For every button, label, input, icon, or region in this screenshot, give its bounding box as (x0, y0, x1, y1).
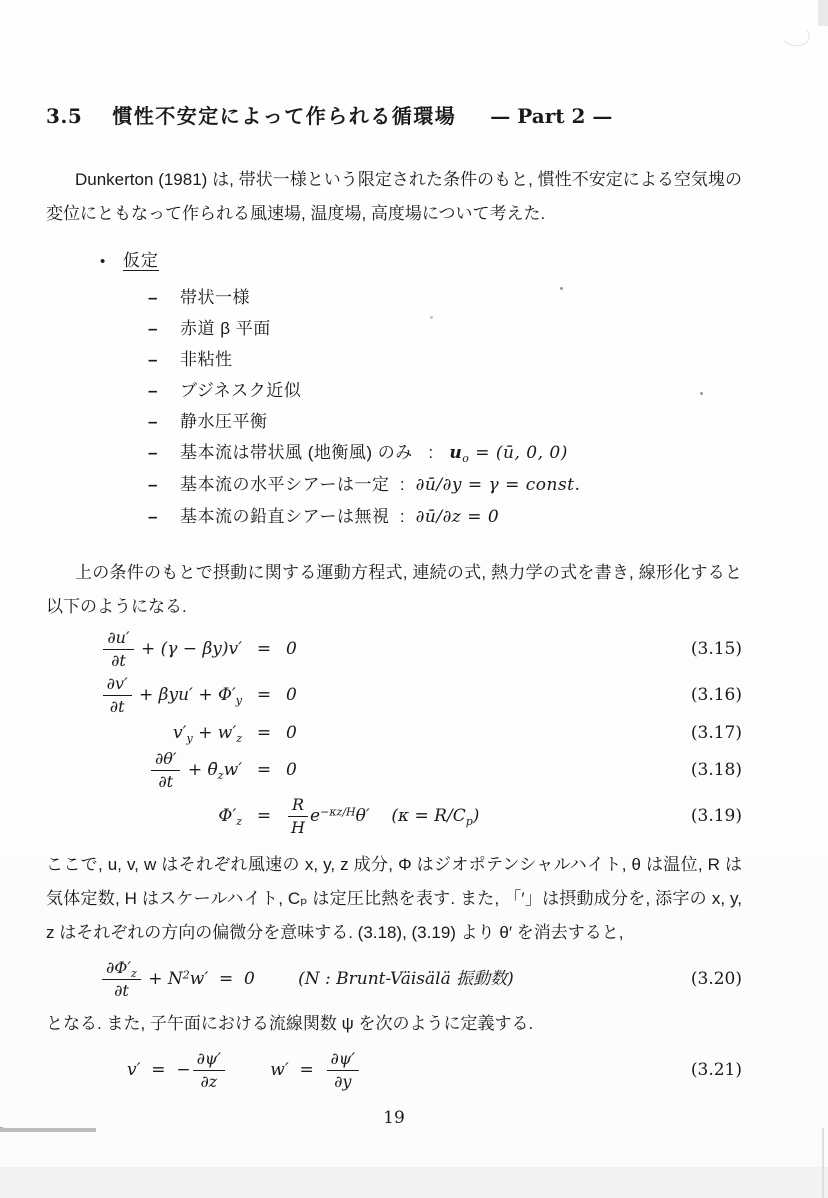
dash-icon: – (148, 350, 158, 369)
section-title: 慣性不安定によって作られる循環場 (112, 106, 457, 128)
equation-number: (3.20) (690, 969, 742, 989)
equation-3-17 (46, 720, 742, 746)
equation-number: (3.18) (690, 760, 742, 780)
equation-3-15 (46, 628, 742, 671)
list-item-vertical-shear (46, 506, 742, 528)
list-item-zonal-uniform (46, 287, 742, 308)
equation-number: (3.17) (690, 723, 742, 743)
equals-sign: = (256, 806, 272, 826)
equation-rhs: 0 (286, 723, 297, 743)
list-item-label: 基本流は帯状風 (地衡風) のみ : (180, 443, 450, 462)
list-item-hydrostatic (46, 411, 742, 432)
streamfunction-paragraph: となる. また, 子午面における流線関数 ψ を次のように定義する. (46, 1014, 534, 1033)
list-item-math: $u_o$ = (ū, 0, 0) (449, 443, 568, 465)
equation-lhs: $\Phi'_z$ (218, 806, 242, 828)
list-item-label: 基本流の鉛直シアーは無視 : (180, 507, 416, 526)
section-heading (46, 100, 742, 129)
dash-icon: – (148, 319, 158, 338)
equation-body: $\frac{\partial\Phi'_z}{\partial t}$ + $N^2w' = 0$ (N : Brunt-Väisälä 振動数) (100, 958, 514, 1001)
equation-body: v′ = − $\frac{\partial\psi'}{\partial z}$ w′ = $\frac{\partial\psi'}{\partial y}$ (127, 1049, 361, 1092)
equals-sign: = (256, 639, 272, 659)
scan-artifact (0, 1128, 96, 1132)
dash-icon: – (148, 412, 158, 431)
equals-sign: = (256, 760, 272, 780)
equation-lhs: $v'_y + w'_z$ (173, 723, 242, 745)
dash-icon: – (148, 475, 158, 494)
equation-rhs: 0 (286, 685, 297, 705)
conditions-paragraph: 上の条件のもとで摂動に関する運動方程式, 連続の式, 熱力学の式を書き, 線形化すると以下のようになる. (46, 563, 742, 616)
list-item-boussinesq (46, 380, 742, 401)
section-number: 3.5 (46, 104, 83, 128)
equation-3-16 (46, 674, 742, 717)
variables-paragraph: ここで, u, v, w はそれぞれ風速の x, y, z 成分, Φ はジオポテンシャルハイト, θ は温位, R は気体定数, H はスケールハイト, Cₚ は定圧比熱を表す. また, 「′」は摂動成分を, 添字の x, y, z はそれぞれの方向の偏微分を意味する. (3.18), (3.19) より θ′ を消去すると, (46, 855, 742, 942)
list-item-math: ∂ū/∂y = γ = const. (415, 475, 581, 495)
list-item-label: ブジネスク近似 (180, 381, 302, 400)
list-item-label: 非粘性 (180, 350, 233, 369)
equation-number: (3.15) (690, 639, 742, 659)
list-item-basic-flow (46, 442, 742, 464)
equation-rhs: 0 (286, 760, 297, 780)
equation-lhs: $\frac{\partial u'}{\partial t}$ + (γ − βy)v′ (46, 628, 242, 671)
assumptions-title: 仮定 (123, 251, 159, 270)
scan-artifact (0, 1127, 9, 1131)
equation-3-21 (46, 1049, 742, 1092)
equals-sign: = (256, 685, 272, 705)
bullet-icon: • (100, 253, 106, 270)
dash-icon: – (148, 443, 158, 462)
equation-number: (3.21) (690, 1060, 742, 1080)
equation-lhs: $\frac{\partial\theta'}{\partial t}$ + $\thetā_zw'$ (46, 749, 242, 792)
list-item-label: 赤道 β 平面 (180, 319, 271, 338)
list-item-math: ∂ū/∂z = 0 (415, 507, 500, 527)
equation-3-18 (46, 749, 742, 792)
equation-3-20 (46, 958, 742, 1001)
dash-icon: – (148, 381, 158, 400)
equation-group (46, 628, 742, 838)
equation-number: (3.16) (690, 685, 742, 705)
list-item-inviscid (46, 349, 742, 370)
list-item-label: 静水圧平衡 (180, 412, 268, 431)
list-item-label: 帯状一様 (180, 288, 250, 307)
equation-number: (3.19) (690, 806, 742, 826)
scan-artifact (822, 1128, 824, 1198)
equals-sign: = (256, 723, 272, 743)
section-part-label: — Part 2 — (490, 104, 613, 128)
equation-lhs: $\frac{\partial v'}{\partial t}$ + $\beta yu' + \Phi'_y$ (46, 674, 242, 717)
assumptions-list (46, 287, 742, 528)
equation-rhs: 0 (286, 639, 297, 659)
page-number: 19 (383, 1108, 405, 1128)
list-item-label: 基本流の水平シアーは一定 : (180, 475, 416, 494)
assumptions-section (46, 249, 742, 528)
dash-icon: – (148, 507, 158, 526)
equation-rhs: $\frac{R}{H}$ $e^{-\kappa z/H}\theta'$ $(\kappa = R/C_p)$ (286, 795, 479, 838)
intro-paragraph: Dunkerton (1981) は, 帯状一様という限定された条件のもと, 慣性不安定による空気塊の変位にともなって作られる風速場, 温度場, 高度場について考えた. (46, 170, 742, 223)
list-item-horizontal-shear (46, 474, 742, 496)
dash-icon: – (148, 288, 158, 307)
assumptions-heading (46, 249, 742, 274)
list-item-beta-plane (46, 318, 742, 339)
equation-3-19 (46, 795, 742, 838)
